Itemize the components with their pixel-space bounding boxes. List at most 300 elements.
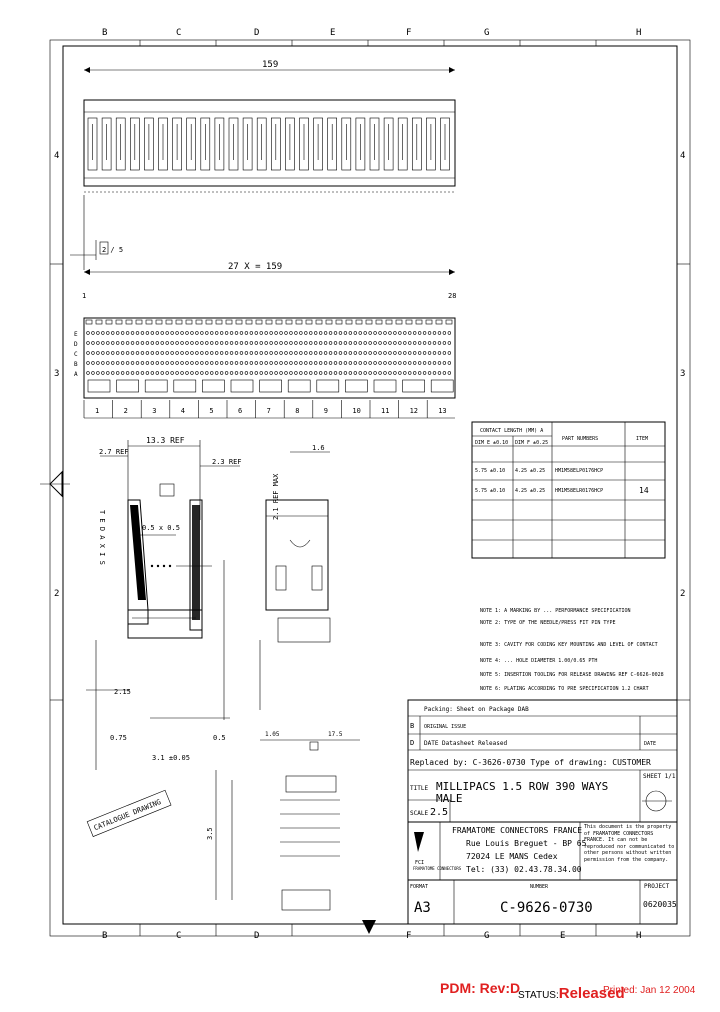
pitch-dimension xyxy=(70,195,455,275)
contact-pin xyxy=(314,342,317,345)
contact-pin xyxy=(369,352,372,355)
contact-pin xyxy=(329,342,332,345)
contact-pin xyxy=(423,372,426,375)
coding-key xyxy=(345,380,367,392)
contact-pin xyxy=(250,342,253,345)
contact-pin xyxy=(423,352,426,355)
module-number: 10 xyxy=(352,407,361,415)
contact-pin xyxy=(220,362,223,365)
contact-pin xyxy=(186,362,189,365)
contact-pin xyxy=(141,352,144,355)
contact-pin xyxy=(324,342,327,345)
pitch-total-label: 27 X = 159 xyxy=(228,262,283,272)
contact-pin xyxy=(87,372,90,375)
contact-pin xyxy=(161,362,164,365)
contact-pin xyxy=(443,342,446,345)
contact-pin xyxy=(384,352,387,355)
row-letter: D xyxy=(74,341,78,348)
contact-pin xyxy=(374,342,377,345)
contact-pin xyxy=(334,362,337,365)
contact-pin xyxy=(280,352,283,355)
title-block xyxy=(408,700,677,924)
contact-pin xyxy=(319,372,322,375)
module-number: 9 xyxy=(323,407,329,415)
contact-pin xyxy=(359,362,362,365)
contact-pin xyxy=(240,372,243,375)
contact-pin xyxy=(443,352,446,355)
contact-pin xyxy=(196,372,199,375)
contact-pin xyxy=(369,362,372,365)
contact-pin xyxy=(314,362,317,365)
contact-pin xyxy=(398,372,401,375)
contact-pin xyxy=(319,332,322,335)
zone-letter: H xyxy=(636,931,642,941)
coding-key xyxy=(174,380,196,392)
company-address: 72024 LE MANS Cedex xyxy=(466,852,558,861)
contact-pin xyxy=(364,352,367,355)
contact-pin xyxy=(181,352,184,355)
contact-pin xyxy=(176,352,179,355)
contact-pin xyxy=(394,332,397,335)
contact-pin xyxy=(428,352,431,355)
confidentiality-note: This document is the property of FRAMATOME CONNECTORS FRANCE. It can not be reproduced nor communicated to other persons without written permission from the company. xyxy=(584,824,675,863)
table-header: ITEM xyxy=(636,436,649,442)
note-line: NOTE 4: ... HOLE DIAMETER 1.00/0.65 PTH xyxy=(480,658,598,664)
contact-pin xyxy=(161,332,164,335)
contact-pin xyxy=(220,342,223,345)
contact-pin xyxy=(111,352,114,355)
contact-pin xyxy=(394,352,397,355)
contact-pin xyxy=(181,362,184,365)
contact-pin xyxy=(131,362,134,365)
contact-pin xyxy=(299,342,302,345)
dim-label: 1.05 xyxy=(265,731,280,738)
contact-pin xyxy=(275,372,278,375)
connector-top-view xyxy=(84,100,455,192)
contact-pin xyxy=(413,332,416,335)
module-number: 8 xyxy=(295,407,300,415)
logo-text: FCI xyxy=(415,860,425,866)
contact-pin xyxy=(126,372,129,375)
contact-pin xyxy=(126,352,129,355)
contact-pin xyxy=(121,372,124,375)
contact-pin xyxy=(225,352,228,355)
contact-pin xyxy=(299,332,302,335)
contact-pin xyxy=(151,352,154,355)
contact-pin xyxy=(324,352,327,355)
contact-pin xyxy=(374,332,377,335)
contact-pin xyxy=(181,372,184,375)
contact-pin xyxy=(171,352,174,355)
module-number: 1 xyxy=(95,407,100,415)
contact-pin xyxy=(171,362,174,365)
contact-pin xyxy=(438,362,441,365)
dim-label: 3.1 ±0.05 xyxy=(152,754,190,762)
format-label: FORMAT xyxy=(410,884,429,890)
coding-key xyxy=(288,380,310,392)
contact-pin xyxy=(295,372,298,375)
contact-pin xyxy=(215,362,218,365)
contact-pin xyxy=(428,342,431,345)
contact-pin xyxy=(176,332,179,335)
contact-pin xyxy=(428,372,431,375)
module-number: 5 xyxy=(209,407,214,415)
contact-pin xyxy=(319,362,322,365)
contact-pin xyxy=(191,372,194,375)
contact-pin xyxy=(369,342,372,345)
contact-pin xyxy=(448,372,451,375)
contact-pin xyxy=(156,332,159,335)
first-position: 1 xyxy=(82,292,87,300)
coding-key xyxy=(403,380,425,392)
contact-pin xyxy=(334,352,337,355)
contact-pin xyxy=(141,372,144,375)
contact-pin xyxy=(215,352,218,355)
contact-pin xyxy=(245,352,248,355)
contact-pin xyxy=(418,342,421,345)
contact-pin xyxy=(265,362,268,365)
zone-letter: H xyxy=(636,28,642,38)
contact-pin xyxy=(438,372,441,375)
contact-pin xyxy=(319,342,322,345)
contact-pin xyxy=(265,352,268,355)
contact-pin xyxy=(364,372,367,375)
contact-pin xyxy=(151,362,154,365)
axis-label: T E D A X I S xyxy=(98,510,106,565)
contact-pin xyxy=(354,332,357,335)
contact-pin xyxy=(374,372,377,375)
drawing-title-2: MALE xyxy=(436,792,463,805)
axis-label: 2.1 REF MAX xyxy=(272,473,280,520)
contact-pin xyxy=(354,342,357,345)
contact-pin xyxy=(116,332,119,335)
contact-pin xyxy=(87,352,90,355)
catalogue-stamp xyxy=(87,790,171,836)
contact-pin xyxy=(255,352,258,355)
contact-pin xyxy=(295,362,298,365)
contact-pin xyxy=(299,352,302,355)
zone-letter: C xyxy=(176,28,182,38)
contact-pin xyxy=(418,352,421,355)
contact-pin xyxy=(156,372,159,375)
contact-pin xyxy=(394,342,397,345)
drawing-number: C-9626-0730 xyxy=(500,900,593,916)
contact-pin xyxy=(398,362,401,365)
zone-letter: C xyxy=(176,931,182,941)
contact-pin xyxy=(339,372,342,375)
company-address: Rue Louis Breguet - BP 65 xyxy=(466,839,587,848)
contact-pin xyxy=(364,362,367,365)
contact-pin xyxy=(265,332,268,335)
contact-pin xyxy=(413,342,416,345)
stamp-text: CATALOGUE DRAWING xyxy=(92,798,163,833)
contact-pin xyxy=(349,362,352,365)
zone-letter: F xyxy=(406,931,412,941)
contact-pin xyxy=(304,342,307,345)
contact-pin xyxy=(156,362,159,365)
contact-pin xyxy=(433,342,436,345)
note-line: NOTE 1: A MARKING BY ... PERFORMANCE SPECIFICATION xyxy=(480,608,631,614)
contact-pin xyxy=(344,342,347,345)
contact-pin xyxy=(111,362,114,365)
contact-pin xyxy=(220,372,223,375)
contact-pin xyxy=(191,332,194,335)
contact-pin xyxy=(304,332,307,335)
contact-pin xyxy=(116,342,119,345)
contact-pin xyxy=(394,372,397,375)
contact-pin xyxy=(166,362,169,365)
contact-pin xyxy=(97,362,100,365)
contact-pin xyxy=(408,332,411,335)
rev-text: DATE Datasheet Released xyxy=(424,740,508,747)
contact-pin xyxy=(280,332,283,335)
contact-pin xyxy=(235,362,238,365)
contact-pin xyxy=(230,352,233,355)
row-letter: B xyxy=(74,361,78,368)
contact-pin xyxy=(448,362,451,365)
contact-pin xyxy=(364,332,367,335)
contact-pin xyxy=(101,352,104,355)
project-number: 0620035 xyxy=(643,900,677,909)
table-cell: HM1M58ELP0176HCP xyxy=(555,468,604,474)
contact-pin xyxy=(339,352,342,355)
contact-pin xyxy=(255,362,258,365)
contact-pin xyxy=(87,342,90,345)
contact-pin xyxy=(146,362,149,365)
date-label: DATE xyxy=(644,741,657,747)
contact-pin xyxy=(389,332,392,335)
contact-pin xyxy=(200,372,203,375)
row-letter: C xyxy=(74,351,78,358)
contact-pin xyxy=(136,362,139,365)
contact-pin xyxy=(295,352,298,355)
contact-pin xyxy=(290,372,293,375)
table-cell: 5.75 ±0.10 xyxy=(475,468,506,474)
contact-pin xyxy=(304,372,307,375)
contact-pin xyxy=(106,352,109,355)
contact-pin xyxy=(131,342,134,345)
contact-pin xyxy=(106,332,109,335)
contact-pin xyxy=(136,352,139,355)
sheet-number: SHEET 1/1 xyxy=(643,773,676,780)
contact-pin xyxy=(255,372,258,375)
contact-pin xyxy=(379,372,382,375)
contact-pin xyxy=(374,352,377,355)
contact-pin xyxy=(265,342,268,345)
contact-pin xyxy=(428,362,431,365)
note-line: NOTE 5: INSERTION TOOLING FOR RELEASE DRAWING REF C-6626-0028 xyxy=(480,672,664,678)
contact-pin xyxy=(408,362,411,365)
contact-pin xyxy=(210,342,213,345)
contact-pin xyxy=(290,332,293,335)
contact-pin xyxy=(205,332,208,335)
contact-pin xyxy=(196,362,199,365)
contact-pin xyxy=(369,332,372,335)
contact-pin xyxy=(285,332,288,335)
contact-pin xyxy=(191,352,194,355)
contact-pin xyxy=(116,362,119,365)
contact-pin xyxy=(384,342,387,345)
rev-letter: D xyxy=(410,739,415,747)
contact-pin xyxy=(126,332,129,335)
contact-pin xyxy=(235,342,238,345)
contact-pin xyxy=(418,362,421,365)
contact-pin xyxy=(171,332,174,335)
contact-pin xyxy=(285,352,288,355)
coding-key xyxy=(374,380,396,392)
table-cell: HM1M58ELR0176HCP xyxy=(555,488,604,494)
dim-label: 2.7 REF xyxy=(99,448,129,456)
contact-pin xyxy=(186,342,189,345)
contact-pin xyxy=(245,372,248,375)
contact-pin xyxy=(324,362,327,365)
contact-pin xyxy=(200,362,203,365)
contact-pin xyxy=(448,352,451,355)
contact-pin xyxy=(101,342,104,345)
contact-pin xyxy=(210,372,213,375)
contact-pin xyxy=(285,362,288,365)
contact-pin xyxy=(304,362,307,365)
contact-pin xyxy=(314,332,317,335)
contact-pin xyxy=(250,372,253,375)
contact-pin xyxy=(111,342,114,345)
contact-pin xyxy=(210,352,213,355)
contact-pin xyxy=(215,372,218,375)
zone-letter: B xyxy=(102,28,108,38)
row-letter: A xyxy=(74,371,78,378)
contact-pin xyxy=(200,342,203,345)
contact-pin xyxy=(186,372,189,375)
contact-pin xyxy=(101,362,104,365)
coding-key xyxy=(145,380,167,392)
contact-pin xyxy=(275,362,278,365)
contact-pin xyxy=(106,342,109,345)
contact-pin xyxy=(324,332,327,335)
contact-pin xyxy=(359,372,362,375)
contact-pin xyxy=(309,362,312,365)
contact-pin xyxy=(290,342,293,345)
scale-value: 2.5 xyxy=(430,807,449,818)
pin-detail-view xyxy=(206,770,340,910)
contact-pin xyxy=(270,342,273,345)
dim-label: 13.3 REF xyxy=(146,436,185,445)
module-number: 7 xyxy=(266,407,271,415)
contact-pin xyxy=(161,352,164,355)
contact-pin xyxy=(344,352,347,355)
contact-pin xyxy=(443,362,446,365)
contact-pin xyxy=(295,342,298,345)
contact-pin xyxy=(146,332,149,335)
contact-pin xyxy=(314,352,317,355)
contact-pin xyxy=(433,362,436,365)
contact-pin xyxy=(131,332,134,335)
table-cell: 4.25 ±0.25 xyxy=(515,468,546,474)
contact-pin xyxy=(408,342,411,345)
contact-pin xyxy=(344,372,347,375)
contact-pin xyxy=(374,362,377,365)
contact-pin xyxy=(309,352,312,355)
contact-pin xyxy=(344,362,347,365)
contact-pin xyxy=(97,352,100,355)
contact-pin xyxy=(166,332,169,335)
contact-pin xyxy=(443,372,446,375)
contact-pin xyxy=(215,342,218,345)
contact-pin xyxy=(319,352,322,355)
contact-pin xyxy=(418,372,421,375)
module-number: 6 xyxy=(238,407,243,415)
contact-pin xyxy=(280,342,283,345)
contact-pin xyxy=(215,332,218,335)
zone-letter: D xyxy=(254,931,260,941)
contact-pin xyxy=(240,352,243,355)
contact-pin xyxy=(166,352,169,355)
contact-pin xyxy=(245,332,248,335)
contact-pin xyxy=(111,332,114,335)
contact-pin xyxy=(146,372,149,375)
dim-label: 3.5 xyxy=(206,827,214,840)
contact-pin xyxy=(205,352,208,355)
zone-number: 3 xyxy=(54,369,60,379)
contact-pin xyxy=(285,342,288,345)
contact-pin xyxy=(349,342,352,345)
contact-pin xyxy=(329,352,332,355)
contact-pin xyxy=(359,342,362,345)
contact-pin xyxy=(205,362,208,365)
contact-pin xyxy=(413,372,416,375)
contact-pin xyxy=(230,362,233,365)
contact-pin xyxy=(255,342,258,345)
contact-pin xyxy=(146,342,149,345)
contact-pin xyxy=(260,352,263,355)
table-subheader: DIM F ±0.25 xyxy=(515,440,549,446)
contact-pin xyxy=(379,342,382,345)
zone-letter: B xyxy=(102,931,108,941)
contact-pin xyxy=(101,332,104,335)
contact-pin xyxy=(220,332,223,335)
contact-pin xyxy=(408,352,411,355)
contact-pin xyxy=(240,362,243,365)
contact-pin xyxy=(92,352,95,355)
contact-pin xyxy=(398,352,401,355)
contact-pin xyxy=(339,362,342,365)
contact-pin xyxy=(408,372,411,375)
coding-key xyxy=(317,380,339,392)
coding-key xyxy=(117,380,139,392)
contact-pin xyxy=(309,342,312,345)
contact-pin xyxy=(339,342,342,345)
contact-pin xyxy=(349,332,352,335)
contact-pin xyxy=(433,332,436,335)
contact-pin xyxy=(191,362,194,365)
contact-pin xyxy=(349,352,352,355)
end-view xyxy=(260,444,360,750)
contact-pin xyxy=(290,362,293,365)
contact-pin xyxy=(448,332,451,335)
contact-pin xyxy=(121,332,124,335)
contact-pin xyxy=(389,342,392,345)
contact-pin xyxy=(334,332,337,335)
contact-pin xyxy=(97,342,100,345)
contact-pin xyxy=(176,342,179,345)
drawing-title: MILLIPACS 1.5 ROW 390 WAYS xyxy=(436,780,609,793)
contact-pin xyxy=(106,362,109,365)
contact-pin xyxy=(225,372,228,375)
replaced-by: Replaced by: C-3626-0730 Type of drawing: CUSTOMER xyxy=(410,758,651,767)
module-number: 4 xyxy=(180,407,186,415)
module-number: 3 xyxy=(152,407,157,415)
contact-pin xyxy=(92,332,95,335)
zone-number: 3 xyxy=(680,369,686,379)
